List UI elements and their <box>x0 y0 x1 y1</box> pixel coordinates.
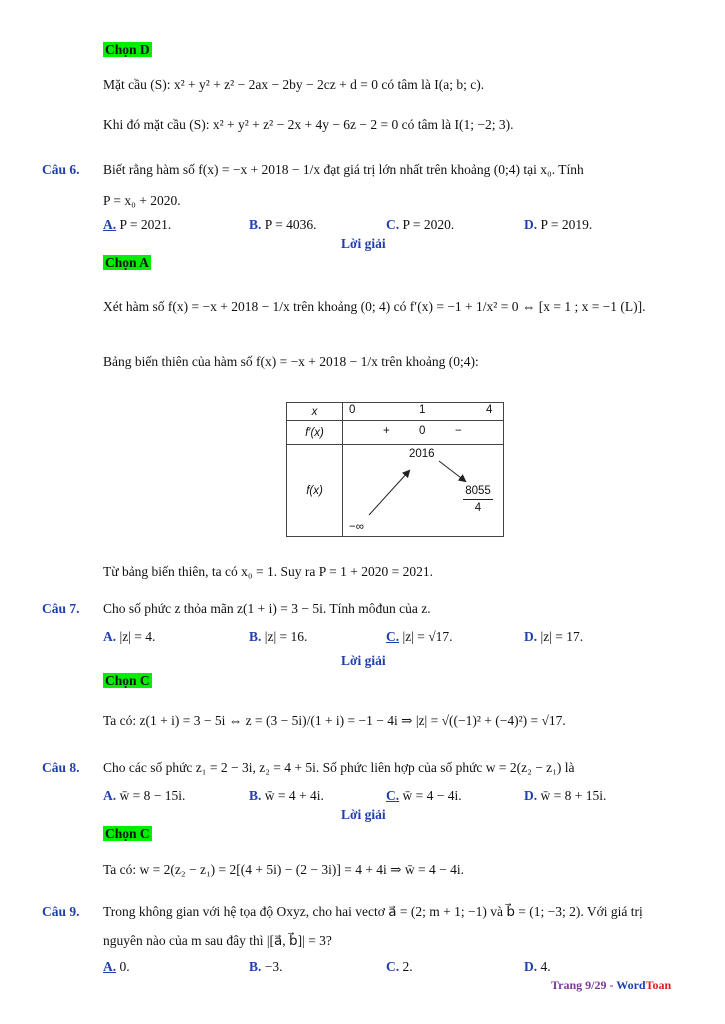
answer-choice-7: Chọn C <box>105 673 150 688</box>
table-f-label: f(x) <box>287 445 343 537</box>
solution-line-5-2: Khi đó mặt cầu (S): x² + y² + z² − 2x + 4y − 6z − 2 = 0 có tâm là I(1; −2; 3). <box>103 117 514 132</box>
option-9-b: B. −3. <box>249 959 283 974</box>
option-6-b: B. P = 4036. <box>249 217 317 232</box>
increasing-arrow <box>369 471 409 515</box>
solution-line-8-1: Ta có: w = 2(z₂ − z₁) = 2[(4 + 5i) − (2 − 3i)] = 4 + 4i ⇒ w̄ = 4 − 4i. <box>103 862 464 877</box>
option-6-a: A. P = 2021. <box>103 217 172 232</box>
solution-heading-8: Lời giải <box>341 807 386 822</box>
table-arrows <box>343 445 505 537</box>
table-sign-plus: + <box>383 425 390 437</box>
page-number: Trang 9/29 - <box>551 978 617 992</box>
table-f-row <box>343 445 504 537</box>
table-fprime-label: f′(x) <box>287 421 343 445</box>
option-7-d: D. |z| = 17. <box>524 629 584 644</box>
table-x2: 4 <box>486 404 493 416</box>
question-9-text: Trong không gian với hệ tọa độ Oxyz, cho hai vectơ a⃗ = (2; m + 1; −1) và b⃗ = (1; −3; 2). Với giá trị <box>103 904 643 919</box>
solution-line-6-1: Xét hàm số f(x) = −x + 2018 − 1/x trên khoảng (0; 4) có f′(x) = −1 + 1/x² = 0 ⇔ [x = 1 ; x = −1 (L)]. <box>103 299 646 314</box>
table-minus-infinity: −∞ <box>349 521 364 533</box>
question-6-text: Biết rằng hàm số f(x) = −x + 2018 − 1/x đạt giá trị lớn nhất trên khoảng (0;4) tại x₀. Tính <box>103 162 584 177</box>
page-footer <box>551 978 671 993</box>
table-x-row <box>343 403 504 421</box>
option-8-b: B. w̄ = 4 + 4i. <box>249 788 324 803</box>
solution-heading-7: Lời giải <box>341 653 386 668</box>
option-7-a: A. |z| = 4. <box>103 629 156 644</box>
table-max-value: 2016 <box>409 448 435 460</box>
option-7-c: C. |z| = √17. <box>386 629 453 644</box>
solution-line-7-1: Ta có: z(1 + i) = 3 − 5i ⇔ z = (3 − 5i)/(1 + i) = −1 − 4i ⇒ |z| = √((−1)² + (−4)²) = √17. <box>103 713 566 728</box>
table-fprime-row <box>343 421 504 445</box>
question-9-text-2: nguyên nào của m sau đây thì |[a⃗, b⃗]| = 3? <box>103 933 332 948</box>
question-6-number: Câu 6. <box>42 162 80 177</box>
option-8-c: C. w̄ = 4 − 4i. <box>386 788 462 803</box>
option-7-b: B. |z| = 16. <box>249 629 308 644</box>
option-6-d: D. P = 2019. <box>524 217 593 232</box>
question-7-number: Câu 7. <box>42 601 80 616</box>
answer-choice-6: Chọn A <box>105 255 149 270</box>
question-9-number: Câu 9. <box>42 904 80 919</box>
table-sign-minus: − <box>455 425 462 437</box>
table-x1: 1 <box>419 404 426 416</box>
solution-heading-6: Lời giải <box>341 236 386 251</box>
table-right-denominator: 4 <box>474 502 482 514</box>
decreasing-arrow <box>439 461 465 481</box>
brand-word: Word <box>616 978 646 992</box>
option-9-c: C. 2. <box>386 959 413 974</box>
table-right-numerator: 8055 <box>463 483 493 500</box>
solution-line-5-1: Mặt cầu (S): x² + y² + z² − 2ax − 2by − 2cz + d = 0 có tâm là I(a; b; c). <box>103 77 485 92</box>
table-sign-zero: 0 <box>419 425 426 437</box>
answer-choice-8: Chọn C <box>105 826 150 841</box>
brand-toan: Toan <box>645 978 672 992</box>
question-8-text: Cho các số phức z₁ = 2 − 3i, z₂ = 4 + 5i. Số phức liên hợp của số phức w = 2(z₂ − z₁) là <box>103 760 575 775</box>
solution-line-6-3: Từ bảng biến thiên, ta có x₀ = 1. Suy ra P = 1 + 2020 = 2021. <box>103 564 433 579</box>
variation-table <box>286 402 504 537</box>
solution-line-6-2: Bảng biến thiên của hàm số f(x) = −x + 2018 − 1/x trên khoảng (0;4): <box>103 354 479 369</box>
option-9-a: A. 0. <box>103 959 130 974</box>
option-8-a: A. w̄ = 8 − 15i. <box>103 788 186 803</box>
option-9-d: D. 4. <box>524 959 551 974</box>
question-6-text-2: P = x₀ + 2020. <box>103 193 181 208</box>
question-8-number: Câu 8. <box>42 760 80 775</box>
table-x0: 0 <box>349 404 356 416</box>
option-6-c: C. P = 2020. <box>386 217 455 232</box>
question-7-text: Cho số phức z thỏa mãn z(1 + i) = 3 − 5i. Tính môđun của z. <box>103 601 431 616</box>
option-8-d: D. w̄ = 8 + 15i. <box>524 788 607 803</box>
answer-choice-5: Chọn D <box>105 42 150 57</box>
table-x-label: x <box>287 403 343 421</box>
